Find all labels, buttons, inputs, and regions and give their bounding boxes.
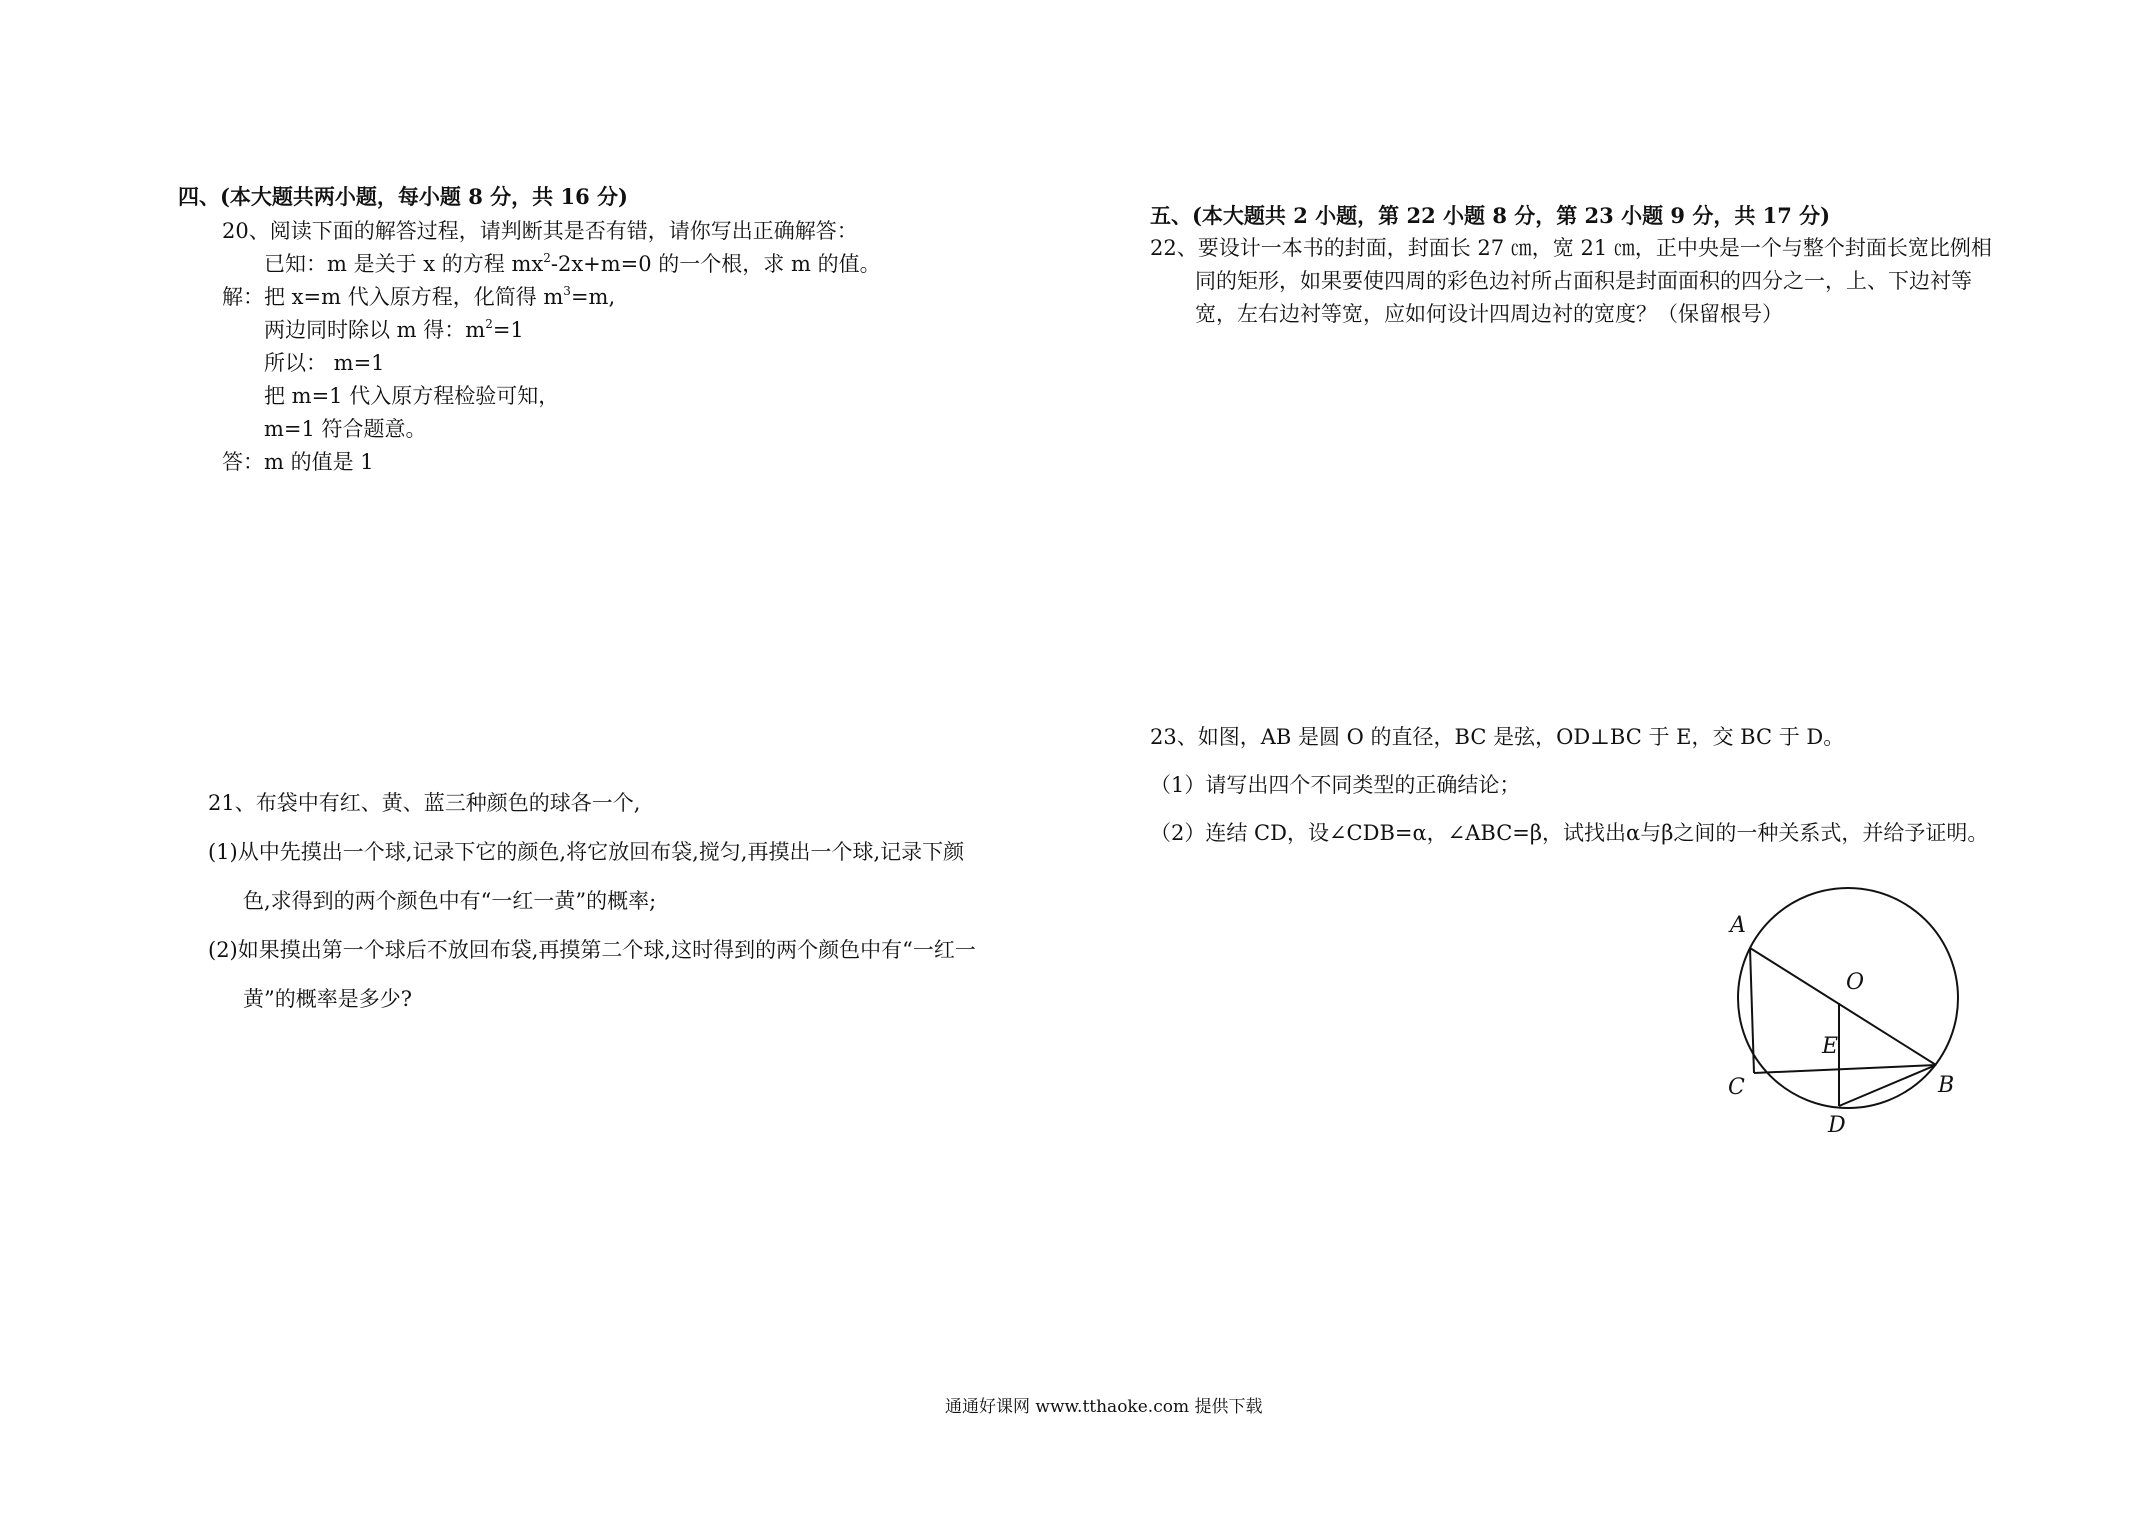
circle-o xyxy=(1738,888,1958,1108)
q23-part-1: （1）请写出四个不同类型的正确结论； xyxy=(1150,773,1521,797)
q20-solution-line-2 xyxy=(264,317,524,343)
q23-line-1: 23、如图，AB 是圆 O 的直径，BC 是弦，OD⊥BC 于 E，交 BC 于 D。 xyxy=(1150,725,1845,749)
chord-bc xyxy=(1754,1065,1936,1073)
label-a: A xyxy=(1730,913,1746,938)
q21-part-1-line-2: 色,求得到的两个颜色中有“一红一黄”的概率; xyxy=(243,889,657,913)
q21-part-2-line-2: 黄”的概率是多少? xyxy=(243,987,412,1011)
footer-credit: 通通好课网 www.tthaoke.com 提供下载 xyxy=(945,1397,1263,1417)
label-b: B xyxy=(1938,1073,1955,1098)
q20-solution-1-text: 解：把 x=m 代入原方程，化简得 m xyxy=(222,285,564,309)
q20-given xyxy=(264,251,881,277)
q20-solution-line-4: 把 m=1 代入原方程检验可知， xyxy=(264,384,560,408)
q20-solution-2-text: 两边同时除以 m 得：m xyxy=(264,318,486,342)
q22-line-3: 宽，左右边衬等宽，应如何设计四周边衬的宽度？（保留根号） xyxy=(1195,302,1783,326)
q20-solution-line-5: m=1 符合题意。 xyxy=(264,417,427,441)
q20-solution-line-3: 所以： m=1 xyxy=(264,351,385,375)
q20-solution-line-1 xyxy=(222,284,615,310)
q23-part-2: （2）连结 CD，设∠CDB=α，∠ABC=β，试找出α与β之间的一种关系式，并给予证明。 xyxy=(1150,821,1989,845)
diameter-ab xyxy=(1750,948,1936,1065)
segment-ac xyxy=(1750,948,1754,1073)
section-5-heading: 五、(本大题共 2 小题，第 22 小题 8 分，第 23 小题 9 分，共 17 分) xyxy=(1150,203,1831,228)
section-4-heading: 四、(本大题共两小题，每小题 8 分，共 16 分) xyxy=(178,184,628,209)
q22-line-2: 同的矩形，如果要使四周的彩色边衬所占面积是封面面积的四分之一，上、下边衬等 xyxy=(1195,269,1972,293)
q20-solution-1-exponent: 3 xyxy=(563,284,571,298)
q20-answer: 答：m 的值是 1 xyxy=(222,450,374,474)
q20-solution-1-text-end: =m, xyxy=(570,285,616,309)
label-e: E xyxy=(1822,1034,1839,1059)
q20-given-exponent: 2 xyxy=(543,251,551,265)
q21-intro: 21、布袋中有红、黄、蓝三种颜色的球各一个, xyxy=(208,791,641,815)
q20-given-text-end: -2x+m=0 的一个根，求 m 的值。 xyxy=(550,252,881,276)
circle-geometry-figure xyxy=(1718,880,1978,1140)
q20-solution-2-text-end: =1 xyxy=(492,318,524,342)
q20-given-text: 已知：m 是关于 x 的方程 mx xyxy=(264,252,544,276)
q21-part-2-line-1: (2)如果摸出第一个球后不放回布袋,再摸第二个球,这时得到的两个颜色中有“一红一 xyxy=(208,938,976,962)
label-d: D xyxy=(1828,1113,1846,1138)
q21-part-1-line-1: (1)从中先摸出一个球,记录下它的颜色,将它放回布袋,搅匀,再摸出一个球,记录下颜 xyxy=(208,840,965,864)
label-c: C xyxy=(1728,1075,1745,1100)
q22-line-1: 22、要设计一本书的封面，封面长 27 ㎝，宽 21 ㎝，正中央是一个与整个封面长宽比例相 xyxy=(1150,236,1992,260)
q20-prompt: 20、阅读下面的解答过程，请判断其是否有错，请你写出正确解答： xyxy=(222,219,858,243)
label-o: O xyxy=(1846,970,1865,995)
q20-solution-2-exponent: 2 xyxy=(485,317,493,331)
